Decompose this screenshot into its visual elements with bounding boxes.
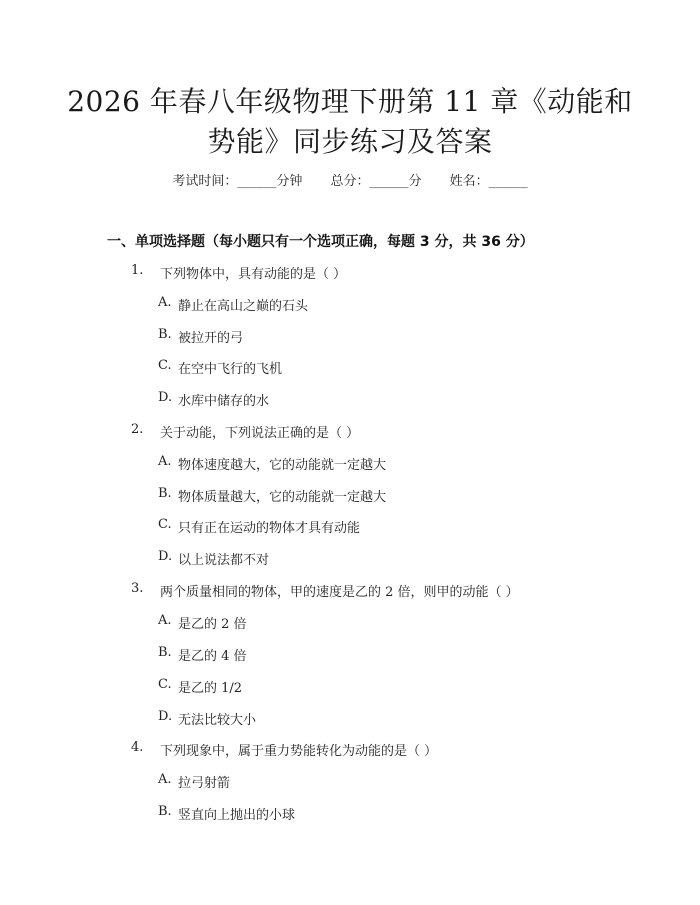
option-text: 竖直向上抛出的小球: [178, 808, 296, 823]
option-label: A.: [158, 613, 172, 628]
option-2c: [158, 517, 598, 537]
option-label: A.: [158, 295, 172, 310]
option-label: D.: [158, 709, 173, 724]
question-text: 两个质量相同的物体，甲的速度是乙的 2 倍，则甲的动能（ ）: [160, 585, 519, 600]
document-title-line-2: 势能》同步练习及答案: [207, 125, 493, 158]
question-number: 3.: [131, 581, 144, 596]
option-label: C.: [158, 677, 172, 692]
option-3c: [158, 677, 598, 697]
option-label: B.: [158, 327, 172, 342]
option-text: 静止在高山之巅的石头: [178, 299, 309, 314]
option-2b: [158, 486, 598, 506]
option-2a: [158, 454, 598, 474]
option-text: 无法比较大小: [178, 713, 257, 728]
option-2d: [158, 549, 598, 569]
option-label: D.: [158, 549, 173, 564]
question-number: 2.: [131, 422, 144, 437]
option-label: B.: [158, 486, 172, 501]
option-label: D.: [158, 390, 173, 405]
option-label: A.: [158, 454, 172, 469]
question-number: 1.: [131, 263, 144, 278]
question-number: 4.: [131, 740, 144, 755]
total-score-field: 总分：______分: [330, 174, 422, 189]
option-text: 被拉开的弓: [178, 331, 244, 346]
option-3b: [158, 645, 598, 665]
question-2: [131, 422, 611, 442]
option-text: 物体质量越大，它的动能就一定越大: [178, 490, 387, 505]
option-label: C.: [158, 358, 172, 373]
option-text: 以上说法都不对: [178, 553, 270, 568]
section-heading: 一、单项选择题（每小题只有一个选项正确，每题 3 分，共 36 分）: [107, 234, 534, 250]
student-name-field: 姓名：______: [449, 174, 528, 189]
option-text: 物体速度越大，它的动能就一定越大: [178, 458, 387, 473]
option-1d: [158, 390, 598, 410]
exam-info-line: [0, 170, 700, 189]
question-text: 下列物体中，具有动能的是（ ）: [160, 267, 347, 282]
option-text: 是乙的 2 倍: [178, 617, 247, 632]
option-text: 是乙的 1/2: [178, 681, 243, 696]
option-text: 在空中飞行的飞机: [178, 362, 283, 377]
option-label: B.: [158, 645, 172, 660]
option-1a: [158, 295, 598, 315]
option-label: B.: [158, 804, 172, 819]
question-text: 关于动能，下列说法正确的是（ ）: [160, 426, 360, 441]
exam-time-field: 考试时间：______分钟: [172, 174, 303, 189]
option-4a: [158, 772, 598, 792]
option-text: 拉弓射箭: [178, 776, 231, 791]
option-3a: [158, 613, 598, 633]
option-text: 只有正在运动的物体才具有动能: [178, 521, 361, 536]
option-text: 水库中储存的水: [178, 394, 270, 409]
question-4: [131, 740, 611, 760]
option-text: 是乙的 4 倍: [178, 649, 247, 664]
option-3d: [158, 709, 598, 729]
question-1: [131, 263, 611, 283]
option-4b: [158, 804, 598, 824]
option-label: A.: [158, 772, 172, 787]
option-label: C.: [158, 517, 172, 532]
document-title-line-1: 2026 年春八年级物理下册第 11 章《动能和: [67, 85, 633, 118]
question-3: [131, 581, 611, 601]
option-1b: [158, 327, 598, 347]
question-text: 下列现象中，属于重力势能转化为动能的是（ ）: [160, 744, 438, 759]
option-1c: [158, 358, 598, 378]
